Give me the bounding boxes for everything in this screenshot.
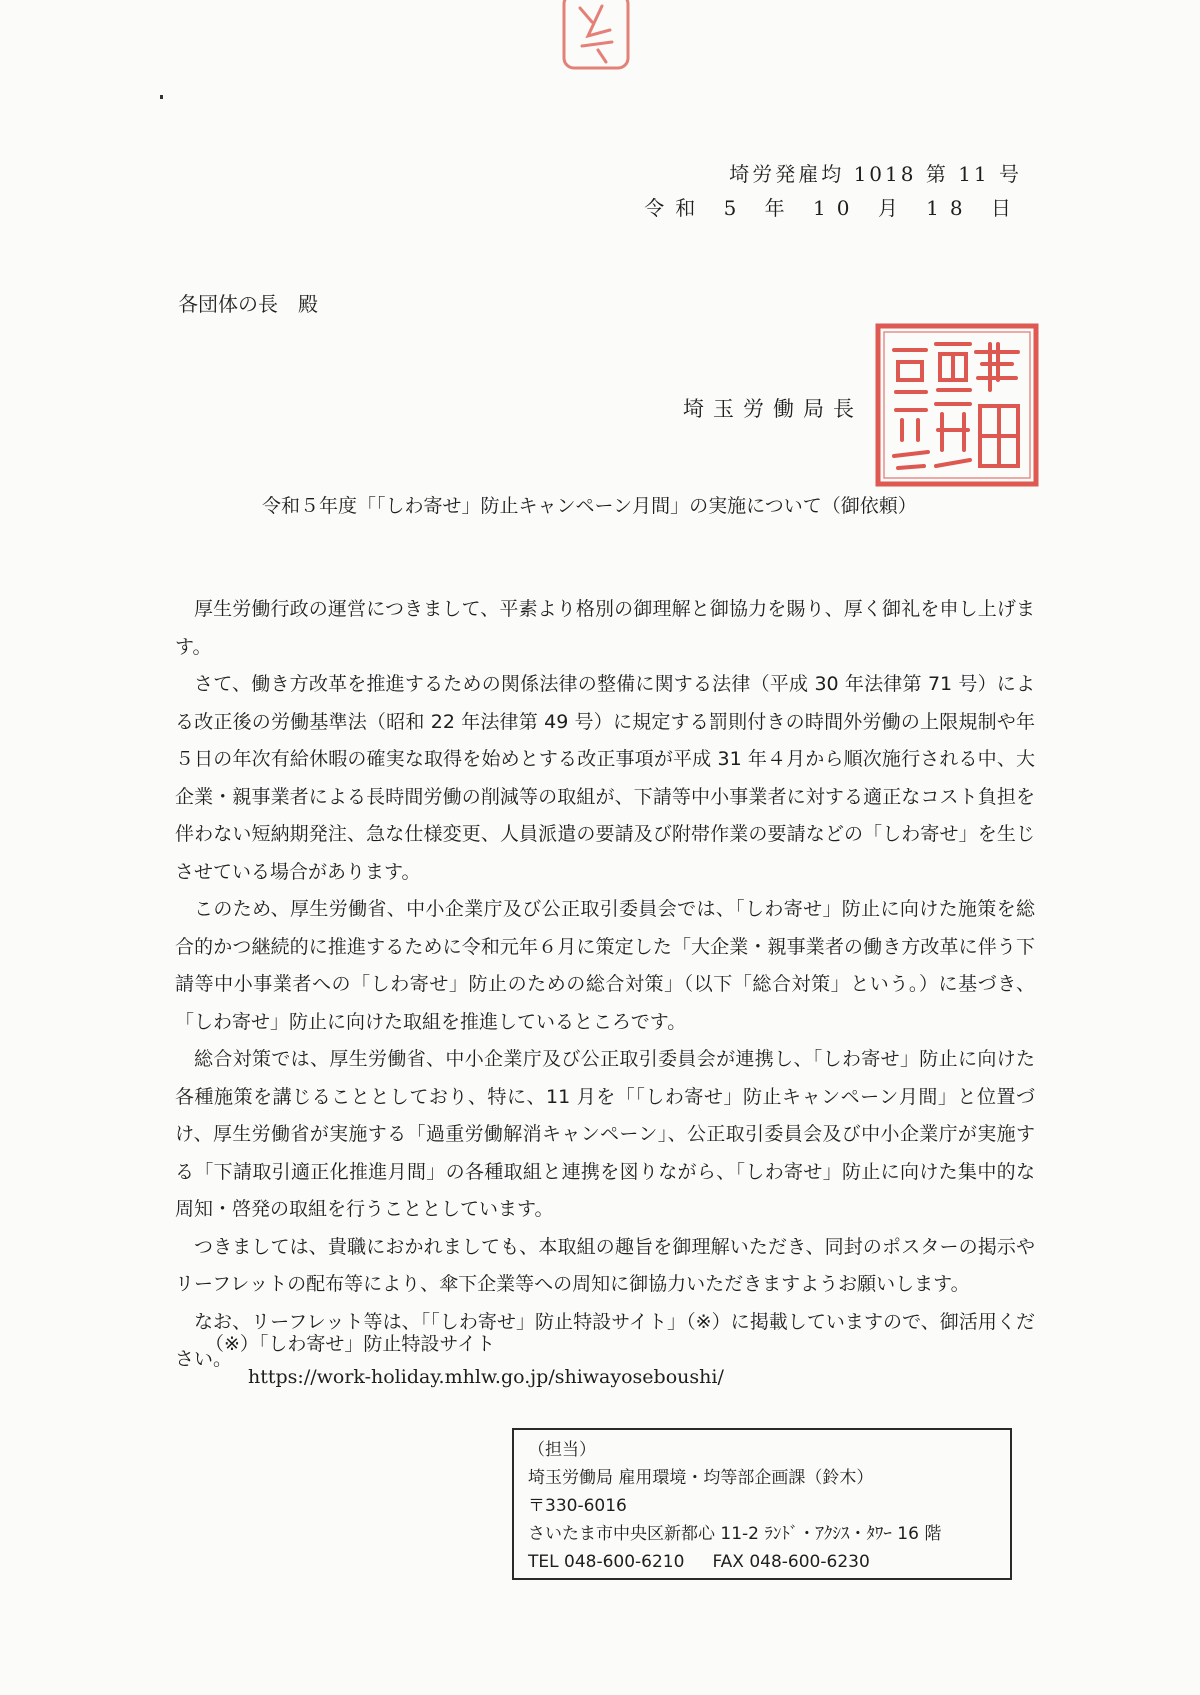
recipient-line: 各団体の長 殿 (178, 292, 318, 316)
contact-tel: TEL 048-600-6210 (528, 1552, 685, 1572)
paragraph: 厚生労働行政の運営につきまして、平素より格別の御理解と御協力を賜り、厚く御礼を申し上げます。 (175, 598, 1035, 658)
document-date: 令和 5 年 10 月 18 日 (644, 196, 1022, 220)
contact-heading: （担当） (528, 1440, 596, 1460)
contact-fax: FAX 048-600-6230 (712, 1552, 870, 1572)
document-subject: 令和５年度「「しわ寄せ」防止キャンペーン月間」の実施について（御依頼） (262, 495, 917, 517)
body-text (175, 591, 1035, 1379)
paragraph: このため、厚生労働省、中小企業庁及び公正取引委員会では、「しわ寄せ」防止に向けた施策を総合的かつ継続的に推進するために令和元年６月に策定した「大企業・親事業者の働き方改革に伴う下請等中小事業者への「しわ寄せ」防止のための総合対策」（以下「総合対策」という。）に基づき、「しわ寄せ」防止に向けた取組を推進しているところです。 (175, 898, 1035, 1033)
paragraph: なお、リーフレット等は、「「しわ寄せ」防止特設サイト」（※）に掲載していますので、御活用ください。 (175, 1310, 1035, 1370)
paragraph: さて、働き方改革を推進するための関係法律の整備に関する法律（平成 30 年法律第 71 号）による改正後の労働基準法（昭和 22 年法律第 49 号）に規定する罰則付きの時間外労働の上限規制や年５日の年次有給休暇の確実な取得を始めとする改正事項が平成 31 年４月から順次施行される中、大企業・親事業者による長時間労働の削減等の取組が、下請等中小事業者に対する適正なコスト負担を伴わない短納期発注、急な仕様変更、人員派遣の要請及び附帯作業の要請などの「しわ寄せ」を生じさせている場合があります。 (175, 673, 1035, 883)
official-seal-stamp (872, 320, 1042, 490)
contact-address: さいたま市中央区新都心 11-2 ﾗﾝﾄﾞ・ｱｸｼｽ・ﾀﾜｰ 16 階 (528, 1524, 942, 1544)
partial-seal-stamp (562, 0, 632, 72)
document-number: 埼労発雇均 1018 第 11 号 (729, 162, 1022, 186)
contact-postal-code: 〒330-6016 (528, 1496, 627, 1516)
contact-phone-line (528, 1548, 1010, 1576)
site-url: https://work-holiday.mhlw.go.jp/shiwayoseboushi/ (248, 1366, 724, 1388)
paragraph: 総合対策では、厚生労働省、中小企業庁及び公正取引委員会が連携し、「しわ寄せ」防止に向けた各種施策を講じることとしており、特に、11 月を「「しわ寄せ」防止キャンペーン月間」と位置づけ、厚生労働省が実施する「過重労働解消キャンペーン」、公正取引委員会及び中小企業庁が実施する「下請取引適正化推進月間」の各種取組と連携を図りながら、「しわ寄せ」防止に向けた集中的な周知・啓発の取組を行うこととしています。 (175, 1048, 1035, 1220)
contact-box (512, 1428, 1012, 1580)
contact-department: 埼玉労働局 雇用環境・均等部企画課（鈴木） (528, 1468, 874, 1488)
paragraph: つきましては、貴職におかれましても、本取組の趣旨を御理解いただき、同封のポスターの掲示やリーフレットの配布等により、傘下企業等への周知に御協力いただきますようお願いします。 (175, 1235, 1035, 1295)
site-note-label: （※）「しわ寄せ」防止特設サイト (205, 1333, 496, 1355)
sender-name: 埼玉労働局長 (683, 397, 863, 421)
scan-speck (160, 95, 163, 99)
